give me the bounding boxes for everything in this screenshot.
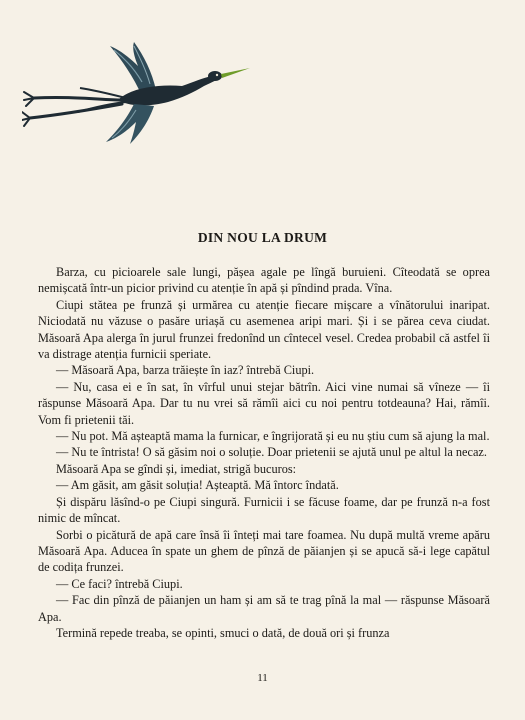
heron-legs [30, 97, 122, 118]
paragraph: — Nu, casa ei e în sat, în vîrful unui stejar bătrîn. Aici vine numai să vîneze — îi răspunse Măsoară Apa. Dar tu nu vrei să rămîi aici cu noi pentru totdeauna? Hai, rămîi. Vom fi prietenii tăi. [38, 379, 490, 427]
paragraph: — Măsoară Apa, barza trăiește în iaz? întrebă Ciupi. [56, 363, 315, 378]
paragraph: Barza, cu picioarele sale lungi, pășea agale pe lîngă buruieni. Cîteodată se oprea nemișcată într-un picior privind cu atenție în apă și pîndind prada. Vîna. [38, 265, 490, 296]
paragraph: — Ce faci? întrebă Ciupi. [56, 576, 183, 591]
paragraph: Termină repede treaba, se opinti, smuci o dată, de două ori și frunza [56, 625, 390, 640]
paragraph: — Am găsit, am găsit soluția! Așteaptă. Mă întorc îndată. [56, 478, 339, 493]
paragraph: Și dispăru lăsînd-o pe Ciupi singură. Furnicii i se făcuse foame, dar pe frunză n-a fost nimic de mîncat. [38, 494, 490, 526]
paragraph: — Nu te întrista! O să găsim noi o soluție. Doar prietenii se ajută unul pe altul la necaz. [56, 445, 487, 460]
paragraph: — Nu pot. Mă așteaptă mama la furnicar, e îngrijorată și eu nu știu cum să ajung la mal. [56, 429, 490, 444]
story-text [38, 264, 490, 641]
paragraph: Măsoară Apa se gîndi și, imediat, strigă bucuros: [56, 461, 297, 476]
paragraph: — Fac din pînză de păianjen un ham și am să te trag pînă la mal — răspunse Măsoară Apa. [38, 593, 490, 624]
heron-head [208, 71, 222, 81]
page-number: 11 [257, 672, 268, 684]
paragraph: Sorbi o picătură de apă care însă îi înteți mai tare foamea. Nu după multă vreme apăru Măsoară Apa. Aducea în spate un ghem de pînză de păianjen și se apucă să-i lege capătul de codița frunzei. [38, 527, 490, 575]
paragraph: Ciupi stătea pe frunză și urmărea cu atenție fiecare mișcare a vînătorului inaripat. Niciodată nu văzuse o pasăre uriașă cu asemenea aripi mari. Și i se părea ceva ciudat. Măsoară Apa alerga în jurul frunzei fredonînd un cîntecel vesel. Credea probabil că astfel îi va distrage atenția furnicii speriate. [38, 297, 490, 362]
chapter-title: DIN NOU LA DRUM [197, 230, 328, 245]
heron-beak [221, 68, 250, 78]
heron-lower-wing [106, 104, 154, 144]
heron-illustration [22, 38, 258, 148]
